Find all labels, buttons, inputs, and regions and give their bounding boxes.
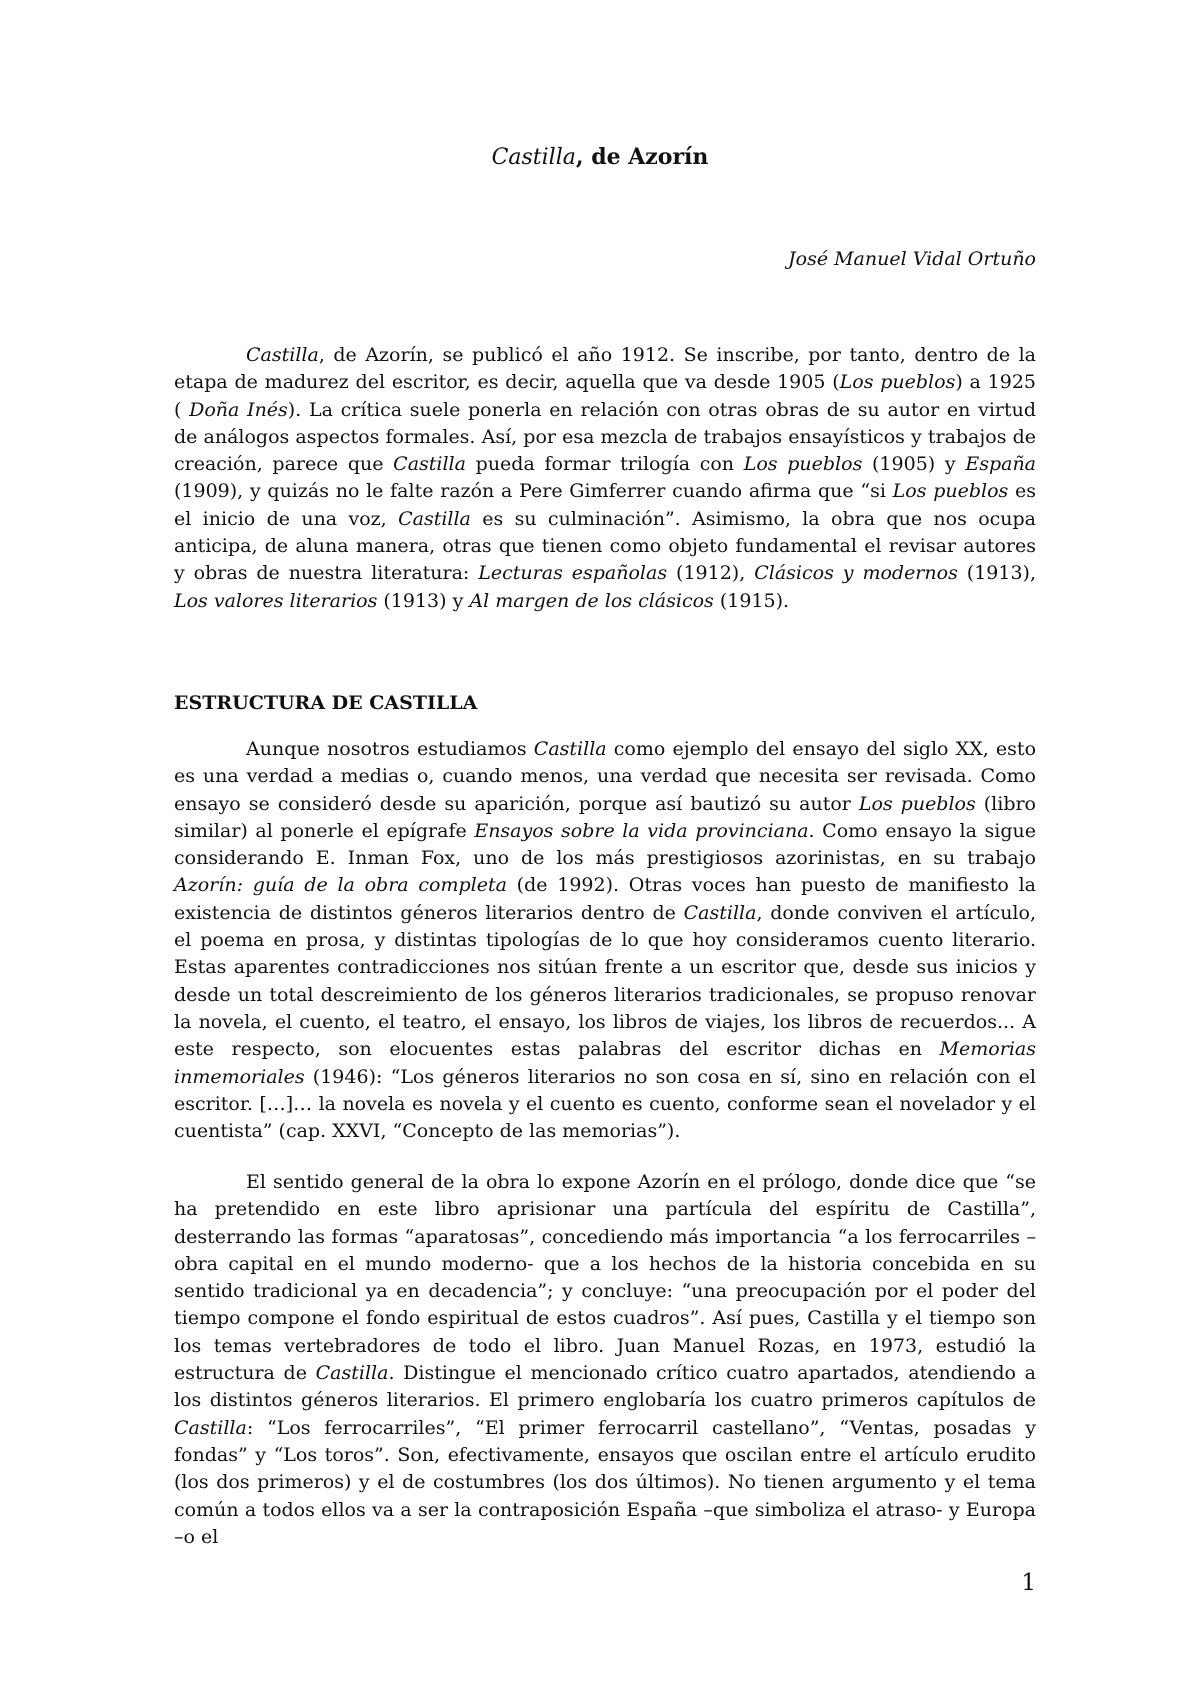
- paragraph-text-run: es su culminación”. Asimismo, la obra que nos ocupa anticipa, de aluna manera, otras que tienen como objeto fundamental el revisar autores y obras de nuestra literatura:: [174, 507, 1037, 585]
- italic-title-reference: Castilla: [393, 453, 466, 476]
- title-rest-part: , de Azorín: [575, 144, 709, 170]
- paragraph-text-run: pueda formar trilogía con: [465, 453, 744, 476]
- italic-title-reference: Clásicos y modernos: [754, 562, 958, 585]
- italic-title-reference: Castilla: [246, 344, 319, 366]
- section-heading: ESTRUCTURA DE CASTILLA: [174, 692, 478, 714]
- author-name: José Manuel Vidal Ortuño: [788, 248, 1036, 270]
- paragraph-text-run: . Distingue el mencionado crítico cuatro apartados, atendiendo a los distintos géneros literarios. El primero englobaría los cuatro primeros capítulos de: [174, 1362, 1037, 1412]
- italic-title-reference: Los pueblos: [892, 480, 1009, 503]
- paragraph-text-run: (libro similar) al ponerle el epígrafe: [174, 792, 1037, 842]
- italic-title-reference: Castilla: [398, 507, 471, 530]
- italic-title-reference: Los pueblos: [858, 792, 976, 815]
- paragraph-text-run: (1915).: [713, 589, 790, 612]
- paragraph-text-run: (1912),: [667, 562, 755, 585]
- intro-paragraph: [174, 342, 1036, 615]
- italic-title-reference: Lecturas españolas: [478, 562, 668, 585]
- italic-title-reference: Castilla: [174, 1416, 247, 1439]
- paragraph-text-run: ) a 1925 (: [174, 371, 1036, 421]
- body-paragraph-2: [174, 736, 1036, 1145]
- paragraph-text-run: Aunque nosotros estudiamos: [246, 738, 534, 760]
- title-italic-part: Castilla: [491, 145, 576, 170]
- italic-title-reference: Castilla: [315, 1362, 389, 1385]
- italic-title-reference: Los pueblos: [839, 371, 956, 394]
- paragraph-text-run: (1913),: [957, 562, 1036, 585]
- italic-title-reference: Azorín: guía de la obra completa: [174, 874, 507, 897]
- italic-title-reference: Los valores literarios: [174, 589, 378, 612]
- paragraph-text-run: (1913) y: [377, 589, 470, 612]
- paragraph-text-run: es el inicio de una voz,: [174, 480, 1036, 530]
- paragraph-text-run: . Como ensayo la sigue considerando E. Inman Fox, uno de los más prestigiosos azorinistas, en su trabajo: [174, 819, 1036, 870]
- italic-title-reference: España: [965, 453, 1037, 476]
- paragraph-text-run: El sentido general de la obra lo expone Azorín en el prólogo, donde dice que “se ha pretendido en este libro aprisionar una partícula del espíritu de Castilla”, desterrando las formas “aparatosas”, concediendo más importancia “a los ferrocarriles –obra capital en el mundo moderno- que a los hechos de la historia concebida en su sentido tradicional ya en decadencia”; y concluye: “una preocupación por el poder del tiempo compone el fondo espiritual de estos cuadros”. Así pues, Castilla y el tiempo son los temas vertebradores de todo el libro. Juan Manuel Rozas, en 1973, estudió la estructura de: [174, 1171, 1036, 1385]
- paragraph-text-run: ). La crítica suele ponerla en relación con otras obras de su autor en virtud de análogos aspectos formales. Así, por esa mezcla de trabajos ensayísticos y trabajos de creación, parece que: [174, 398, 1037, 476]
- paragraph-text-run: (de 1992). Otras voces han puesto de manifiesto la existencia de distintos géneros literarios dentro de: [174, 874, 1036, 924]
- paragraph-text-run: : “Los ferrocarriles”, “El primer ferrocarril castellano”, “Ventas, posadas y fondas” y “Los toros”. Son, efectivamente, ensayos que oscilan entre el artículo erudito (los dos primeros) y el de costumbres (los dos últimos). No tienen argumento y el tema común a todos ellos va a ser la contraposición España –que simboliza el atraso- y Europa –o el: [174, 1416, 1036, 1548]
- paragraph-text-run: , donde conviven el artículo, el poema en prosa, y distintas tipologías de lo que hoy consideramos cuento literario. Estas aparentes contradicciones nos sitúan frente a un escritor que, desde sus inicios y desde un total descreimiento de los géneros literarios tradicionales, se propuso renovar la novela, el cuento, el teatro, el ensayo, los libros de viajes, los libros de recuerdos... A este respecto, son elocuentes estas palabras del escritor dichas en: [174, 901, 1036, 1061]
- paragraph-text-run: (1905) y: [862, 453, 966, 476]
- body-paragraph-3: [174, 1169, 1036, 1551]
- italic-title-reference: Ensayos sobre la vida provinciana: [474, 819, 809, 842]
- italic-title-reference: Castilla: [683, 901, 757, 924]
- paragraph-text-run: como ejemplo del ensayo del siglo XX, esto es una verdad a medias o, cuando menos, una verdad que necesita ser revisada. Como ensayo se consideró desde su aparición, porque así bautizó su autor: [174, 738, 1037, 815]
- italic-title-reference: Los pueblos: [743, 453, 863, 476]
- paragraph-text-run: (1946): “Los géneros literarios no son cosa en sí, sino en relación con el escritor. […]… la novela es novela y el cuento es cuento, conforme sean el novelador y el cuentista” (cap. XXVI, “Concepto de las memorias”).: [174, 1065, 1036, 1143]
- italic-title-reference: Castilla: [533, 738, 607, 760]
- italic-title-reference: Memorias inmemoriales: [174, 1038, 1036, 1088]
- paragraph-text-run: (1909), y quizás no le falte razón a Pere Gimferrer cuando afirma que “si: [174, 480, 893, 503]
- paragraph-text-run: , de Azorín, se publicó el año 1912. Se inscribe, por tanto, dentro de la etapa de madurez del escritor, es decir, aquella que va desde 1905 (: [174, 344, 1036, 394]
- document-title: [0, 144, 1200, 170]
- italic-title-reference: Doña Inés: [189, 398, 288, 421]
- page-number: 1: [1021, 1570, 1036, 1596]
- italic-title-reference: Al margen de los clásicos: [469, 589, 714, 612]
